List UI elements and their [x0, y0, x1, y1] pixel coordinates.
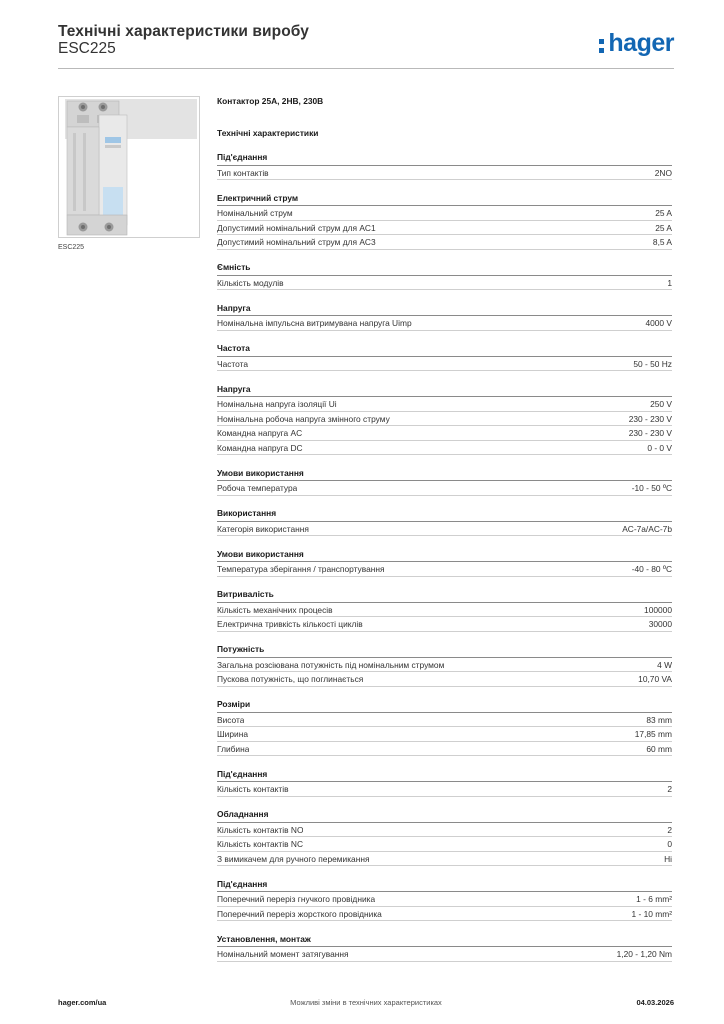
- spec-group: [217, 807, 672, 866]
- spec-label: Ширина: [217, 729, 248, 739]
- spec-group: [217, 301, 672, 331]
- spec-value: 4 W: [657, 659, 672, 670]
- footer-website: hager.com/ua: [58, 998, 107, 1007]
- spec-value: 25 A: [655, 222, 672, 233]
- spec-row: [217, 907, 672, 922]
- spec-value: 100000: [644, 604, 672, 615]
- spec-group: [217, 191, 672, 250]
- spec-value: 4000 V: [645, 318, 672, 328]
- spec-group: [217, 642, 672, 687]
- spec-value: AC-7a/AC-7b: [622, 523, 672, 534]
- spec-value: -10 - 50 ºC: [631, 483, 672, 493]
- logo-text: hager: [608, 29, 674, 57]
- page-footer: [58, 998, 674, 1010]
- spec-row: [217, 782, 672, 797]
- spec-row: [217, 412, 672, 427]
- spec-label: Кількість механічних процесів: [217, 604, 333, 615]
- spec-value: 30000: [648, 619, 672, 629]
- product-image-caption: ESC225: [58, 244, 85, 251]
- spec-value: 2: [667, 784, 672, 794]
- spec-row: [217, 562, 672, 577]
- spec-row: [217, 235, 672, 250]
- spec-group: [217, 877, 672, 922]
- spec-group: [217, 932, 672, 962]
- spec-group-title: Під'єднання: [217, 767, 672, 783]
- spec-label: Номінальна робоча напруга змінного струму: [217, 413, 390, 424]
- spec-label: Глибина: [217, 743, 250, 754]
- product-image: [58, 96, 200, 238]
- spec-row: [217, 426, 672, 441]
- spec-group: [217, 150, 672, 180]
- spec-label: Кількість модулів: [217, 277, 284, 288]
- spec-label: Допустимий номінальний струм для AC1: [217, 222, 376, 233]
- spec-group-title: Напруга: [217, 382, 672, 398]
- spec-label: Температура зберігання / транспортування: [217, 564, 385, 574]
- spec-label: Загальна розсіювана потужність під номінальним струмом: [217, 659, 445, 670]
- spec-group: [217, 506, 672, 536]
- spec-group-title: Електричний струм: [217, 191, 672, 207]
- document-title: Технічні характеристики виробу: [58, 23, 309, 40]
- spec-label: Поперечний переріз жорсткого провідника: [217, 908, 382, 919]
- spec-group: [217, 587, 672, 632]
- spec-value: 230 - 230 V: [628, 428, 672, 438]
- spec-row: [217, 672, 672, 687]
- spec-row: [217, 727, 672, 742]
- spec-value: 8,5 A: [652, 237, 672, 247]
- spec-value: 0: [667, 839, 672, 849]
- spec-value: 2: [667, 824, 672, 835]
- spec-label: Командна напруга AC: [217, 428, 303, 438]
- spec-value: 25 A: [655, 208, 672, 218]
- spec-value: 1: [667, 277, 672, 288]
- spec-row: [217, 603, 672, 618]
- spec-group: [217, 466, 672, 496]
- spec-row: [217, 742, 672, 757]
- spec-value: 60 mm: [646, 743, 672, 754]
- spec-label: Поперечний переріз гнучкого провідника: [217, 894, 376, 904]
- spec-group: [217, 260, 672, 290]
- spec-group-title: Під'єднання: [217, 150, 672, 166]
- spec-label: Пускова потужність, що поглинається: [217, 674, 364, 684]
- spec-group-title: Умови використання: [217, 547, 672, 563]
- product-code: ESC225: [58, 40, 116, 57]
- footer-disclaimer: Можливі зміни в технічних характеристиках: [290, 998, 442, 1007]
- spec-row: [217, 713, 672, 728]
- spec-row: [217, 206, 672, 221]
- spec-row: [217, 276, 672, 291]
- spec-label: Кількість контактів: [217, 784, 289, 794]
- spec-label: Номінальний струм: [217, 208, 293, 218]
- header-divider: [58, 68, 674, 69]
- spec-row: [217, 837, 672, 852]
- spec-value: 0 - 0 V: [647, 442, 672, 453]
- spec-value: 10,70 VA: [638, 674, 672, 684]
- spec-value: 17,85 mm: [634, 729, 672, 739]
- spec-label: Кількість контактів NO: [217, 824, 304, 835]
- spec-value: 83 mm: [646, 714, 672, 725]
- spec-group-title: Потужність: [217, 642, 672, 658]
- spec-row: [217, 166, 672, 181]
- spec-group-title: Під'єднання: [217, 877, 672, 893]
- spec-row: [217, 357, 672, 372]
- spec-value: Ні: [664, 853, 672, 864]
- spec-group-title: Розміри: [217, 697, 672, 713]
- spec-value: 1 - 10 mm²: [631, 908, 672, 919]
- spec-row: [217, 823, 672, 838]
- spec-label: Категорія використання: [217, 523, 309, 534]
- spec-label: Кількість контактів NC: [217, 839, 303, 849]
- spec-value: 230 - 230 V: [628, 413, 672, 424]
- spec-group-title: Частота: [217, 341, 672, 357]
- spec-label: Електрична тривкість кількості циклів: [217, 619, 363, 629]
- contactor-illustration: [59, 97, 199, 237]
- spec-group-title: Витривалість: [217, 587, 672, 603]
- spec-group: [217, 697, 672, 756]
- spec-label: Частота: [217, 358, 249, 369]
- product-name: Контактор 25A, 2НВ, 230В: [217, 96, 324, 106]
- spec-row: [217, 522, 672, 537]
- spec-label: Робоча температура: [217, 483, 298, 493]
- spec-group-title: Умови використання: [217, 466, 672, 482]
- spec-label: Номінальна напруга ізоляції Ui: [217, 399, 337, 409]
- spec-label: З вимикачем для ручного перемикання: [217, 853, 370, 864]
- spec-value: 50 - 50 Hz: [633, 358, 672, 369]
- spec-groups: [217, 150, 672, 962]
- spec-label: Номінальна імпульсна витримувана напруга Uimp: [217, 318, 412, 328]
- spec-group-title: Ємність: [217, 260, 672, 276]
- spec-value: 250 V: [650, 399, 672, 409]
- spec-label: Допустимий номінальний струм для AC3: [217, 237, 376, 247]
- spec-value: 1,20 - 1,20 Nm: [616, 949, 672, 959]
- spec-value: 2NO: [654, 167, 672, 178]
- specification-section: [217, 93, 672, 972]
- spec-group-title: Використання: [217, 506, 672, 522]
- spec-row: [217, 658, 672, 673]
- spec-row: [217, 617, 672, 632]
- spec-group: [217, 547, 672, 577]
- spec-row: [217, 221, 672, 236]
- spec-row: [217, 397, 672, 412]
- spec-label: Висота: [217, 714, 245, 725]
- spec-row: [217, 947, 672, 962]
- hager-logo: [599, 28, 674, 58]
- spec-value: -40 - 80 ºC: [631, 564, 672, 574]
- spec-group-title: Напруга: [217, 301, 672, 317]
- spec-value: 1 - 6 mm²: [636, 894, 672, 904]
- spec-row: [217, 892, 672, 907]
- spec-label: Номінальний момент затягування: [217, 949, 349, 959]
- spec-heading: Технічні характеристики: [217, 128, 319, 138]
- spec-group: [217, 767, 672, 797]
- spec-row: [217, 852, 672, 867]
- spec-group-title: Обладнання: [217, 807, 672, 823]
- spec-label: Тип контактів: [217, 167, 269, 178]
- spec-label: Командна напруга DC: [217, 442, 303, 453]
- page-header: [58, 20, 674, 68]
- spec-row: [217, 481, 672, 496]
- spec-row: [217, 316, 672, 331]
- spec-group: [217, 341, 672, 371]
- logo-colon-icon: [599, 34, 607, 55]
- spec-row: [217, 441, 672, 456]
- spec-group-title: Установлення, монтаж: [217, 932, 672, 948]
- spec-group: [217, 382, 672, 456]
- footer-date: 04.03.2026: [636, 998, 674, 1007]
